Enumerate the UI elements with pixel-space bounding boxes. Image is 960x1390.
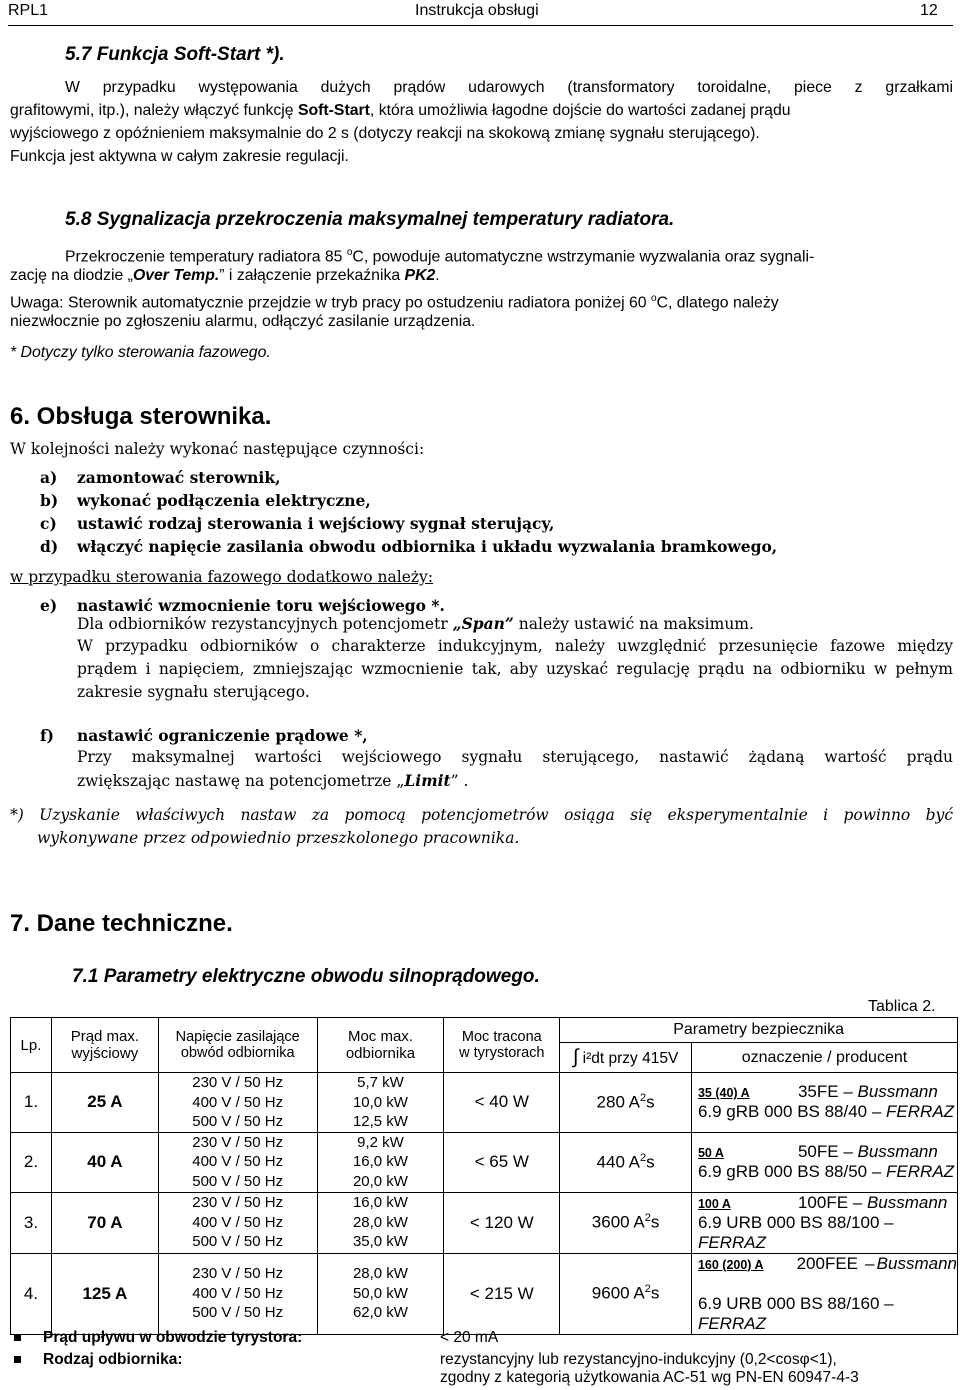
- section-5-8-title: 5.8 Sygnalizacja przekroczenia maksymalnej temperatury radiatora.: [65, 209, 675, 230]
- header-doc-code: RPL1: [8, 2, 49, 19]
- s58-line2: zację na diodzie „Over Temp.” i załączenie przekaźnika PK2.: [10, 267, 440, 284]
- bullet-square-icon: [14, 1356, 21, 1363]
- s58-line3: Uwaga: Sterownik automatycznie przejdzie w tryb pracy po ostudzeniu radiatora poniżej 60 $^o$C, dlatego należy: [10, 293, 779, 312]
- bullet-leakage: Prąd upływu w obwodzie tyrystora:: [14, 1329, 302, 1347]
- section-7-title: 7. Dane techniczne.: [10, 910, 233, 937]
- s58-line1: Przekroczenie temperatury radiatora 85 $^o$C, powoduje automatyczne wstrzymanie wyzwalania oraz sygnali-: [65, 247, 815, 266]
- header-doc-title: Instrukcja obsługi: [415, 2, 539, 19]
- bullet-load-type-value1: rezystancyjny lub rezystancyjno-indukcyjny (0,2<cosφ<1),: [440, 1351, 837, 1368]
- s6-e-p2-line2: prądem i napięciem, zmniejszając wzmocnienie tak, aby uzyskać regulację prądu na odbiorniku w pełnym: [77, 660, 953, 678]
- table-row: 1. 25 A 230 V / 50 Hz 400 V / 50 Hz 500 V / 50 Hz 5,7 kW 10,0 kW 12,5 kW < 40 W 280 $A^2s$ 35 (40) A 35FE – Bussmann 6.9 gRB 000 BS 88/40 – FERRAZ: [11, 1073, 958, 1133]
- s57-line1: W przypadku występowania dużych prądów udarowych (transformatory toroidalne, piece z grzałkami: [65, 79, 953, 96]
- section-7-1-title: 7.1 Parametry elektryczne obwodu silnoprądowego.: [72, 966, 540, 987]
- s6-item-a: a) zamontować sterownik,: [40, 468, 281, 487]
- col-i2t-header: ∫ i²dt przy 415V: [560, 1043, 692, 1073]
- table-row: 3. 70 A 230 V / 50 Hz 400 V / 50 Hz 500 V / 50 Hz 16,0 kW 28,0 kW 35,0 kW < 120 W 3600 $A^2s$ 100 A 100FE – Bussmann 6.9 URB 000 BS 88/100 – FERRAZ: [11, 1192, 958, 1253]
- over-temp-label: Over Temp.: [132, 267, 220, 284]
- s58-line4: niezwłocznie po zgłoszeniu alarmu, odłączyć zasilanie urządzenia.: [10, 313, 476, 330]
- col-lp-header: Lp.: [11, 1018, 52, 1073]
- limit-pot-label: Limit: [404, 771, 451, 790]
- col-voltage-header: Napięcie zasilające obwód odbiornika: [158, 1018, 317, 1073]
- s6-intro: W kolejności należy wykonać następujące czynności:: [10, 440, 425, 458]
- col-current-header: Prąd max. wyjściowy: [51, 1018, 158, 1073]
- header-rule: [8, 25, 953, 26]
- bullet-load-type: Rodzaj odbiornika:: [14, 1351, 183, 1369]
- s6-footnote-line2: wykonywane przez odpowiednio przeszkolonego pracownika.: [37, 829, 520, 847]
- section-6-title: 6. Obsługa sterownika.: [10, 403, 272, 430]
- bullet-leakage-value: < 20 mA: [440, 1329, 499, 1346]
- s58-note: * Dotyczy tylko sterowania fazowego.: [10, 344, 271, 361]
- s6-item-e: e) nastawić wzmocnienie toru wejściowego *.: [40, 596, 445, 615]
- bullet-square-icon: [14, 1334, 21, 1341]
- s6-footnote-line1: *) Uzyskanie właściwych nastaw za pomocą potencjometrów osiąga się eksperymentalnie i powinno być: [10, 806, 953, 824]
- pk2-label: PK2: [404, 267, 436, 284]
- col-maker-header: oznaczenie / producent: [691, 1043, 957, 1073]
- s57-line2: grafitowymi, itp.), należy włączyć funkcję Soft-Start, która umożliwia łagodne dojście do wartości zadanej prądu: [10, 102, 791, 119]
- bullet-load-type-value2: zgodny z kategorią użytkowania AC-51 wg PN-EN 60947-4-3: [440, 1369, 859, 1386]
- fuse-cell: 160 (200) A 200FEE – Bussmann 6.9 URB 000 BS 88/160 – FERRAZ: [691, 1253, 957, 1334]
- s6-f-p2: zwiększając nastawę na potencjometrze „Limit” .: [77, 771, 469, 790]
- soft-start-term: Soft-Start: [297, 102, 370, 119]
- s6-e-p1: Dla odbiorników rezystancyjnych potencjometr „Span” należy ustawić na maksimum.: [77, 614, 754, 633]
- s57-line3: wyjściowego z opóźnieniem maksymalnie do 2 s (dotyczy reakcji na skokową zmianę sygnału sterującego).: [10, 125, 760, 142]
- s6-item-b: b) wykonać podłączenia elektryczne,: [40, 491, 371, 510]
- page-number: 12: [920, 2, 938, 19]
- col-loss-header: Moc tracona w tyrystorach: [444, 1018, 560, 1073]
- phase-control-heading: w przypadku sterowania fazowego dodatkowo należy:: [10, 568, 434, 586]
- s6-item-f: f) nastawić ograniczenie prądowe *,: [40, 726, 368, 745]
- span-pot-label: „Span”: [452, 614, 514, 633]
- s57-line4: Funkcja jest aktywna w całym zakresie regulacji.: [10, 148, 349, 165]
- table-caption: Tablica 2.: [868, 998, 936, 1015]
- s6-e-p2-line3: zakresie sygnału sterującego.: [77, 683, 310, 701]
- section-5-7-title: 5.7 Funkcja Soft-Start *).: [65, 44, 285, 65]
- s6-item-c: c) ustawić rodzaj sterowania i wejściowy sygnał sterujący,: [40, 514, 555, 533]
- s6-item-d: d) włączyć napięcie zasilania obwodu odbiornika i układu wyzwalania bramkowego,: [40, 537, 778, 556]
- fuse-cell: 35 (40) A 35FE – Bussmann 6.9 gRB 000 BS 88/40 – FERRAZ: [691, 1073, 957, 1133]
- col-fuse-header: Parametry bezpiecznika: [560, 1018, 958, 1043]
- s6-e-p2-line1: W przypadku odbiorników o charakterze indukcyjnym, należy uwzględnić przesunięcie fazowe między: [77, 637, 953, 655]
- fuse-cell: 50 A 50FE – Bussmann 6.9 gRB 000 BS 88/50 – FERRAZ: [691, 1132, 957, 1192]
- electrical-params-table: [10, 1017, 958, 1335]
- fuse-cell: 100 A 100FE – Bussmann 6.9 URB 000 BS 88/100 – FERRAZ: [691, 1192, 957, 1253]
- table-row: 2. 40 A 230 V / 50 Hz 400 V / 50 Hz 500 V / 50 Hz 9,2 kW 16,0 kW 20,0 kW < 65 W 440 $A^2s$ 50 A 50FE – Bussmann 6.9 gRB 000 BS 88/50 – FERRAZ: [11, 1132, 958, 1192]
- table-row: 4. 125 A 230 V / 50 Hz 400 V / 50 Hz 500 V / 50 Hz 28,0 kW 50,0 kW 62,0 kW < 215 W 9600 $A^2s$ 160 (200) A 200FEE – Bussmann 6.9 URB 000 BS 88/160 – FERRAZ: [11, 1253, 958, 1334]
- col-power-header: Moc max. odbiornika: [317, 1018, 444, 1073]
- integral-symbol: ∫: [572, 1046, 579, 1068]
- s6-f-p1: Przy maksymalnej wartości wejściowego sygnału sterującego, nastawić żądaną wartość prądu: [77, 748, 953, 766]
